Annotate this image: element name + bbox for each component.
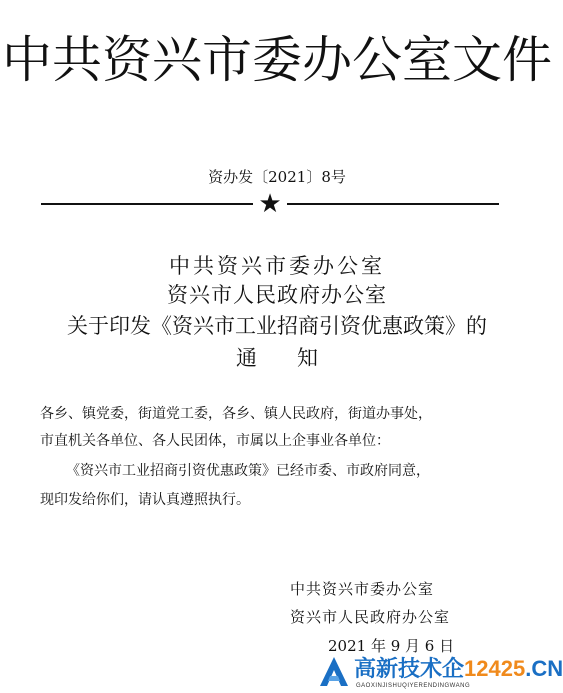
document-number: 资办发〔2021〕8号	[208, 168, 346, 186]
watermark-subtitle: GAOXINJISHUQIYERENDINGWANG	[356, 683, 471, 689]
watermark-text-tld: .CN	[525, 656, 563, 681]
notice-type	[0, 344, 554, 372]
signature-signer-1: 中共资兴市委办公室	[290, 580, 435, 598]
notice-type-char-1: 通	[236, 346, 257, 370]
star-icon: ★	[258, 189, 282, 219]
watermark-text-main: 高新技术企	[354, 656, 465, 681]
body-paragraph-line-2: 现印发给你们，请认真遵照执行。	[40, 492, 250, 508]
separator-line-right	[287, 203, 499, 205]
watermark-logo-icon	[316, 654, 352, 690]
document-header-title: 中共资兴市委办公室文件	[2, 31, 552, 89]
notice-type-char-2: 知	[297, 346, 318, 370]
body-paragraph-line-1: 《资兴市工业招商引资优惠政策》已经市委、市政府同意，	[66, 463, 430, 479]
recipients-line-2: 市直机关各单位、各人民团体，市属以上企事业各单位：	[40, 433, 390, 449]
notice-issuer-1: 中共资兴市委办公室	[169, 254, 385, 278]
site-watermark	[316, 652, 563, 693]
watermark-text	[354, 656, 563, 682]
recipients-line-1: 各乡、镇党委，街道党工委，各乡、镇人民政府，街道办事处，	[40, 406, 432, 422]
notice-issuer-2: 资兴市人民政府办公室	[167, 283, 387, 307]
watermark-text-domain: 12425	[464, 656, 526, 681]
signature-signer-2: 资兴市人民政府办公室	[290, 608, 451, 626]
signature-date: 2021 年 9 月 6 日	[328, 637, 455, 655]
notice-subject: 关于印发《资兴市工业招商引资优惠政策》的	[67, 314, 487, 338]
separator-line-left	[41, 203, 253, 205]
